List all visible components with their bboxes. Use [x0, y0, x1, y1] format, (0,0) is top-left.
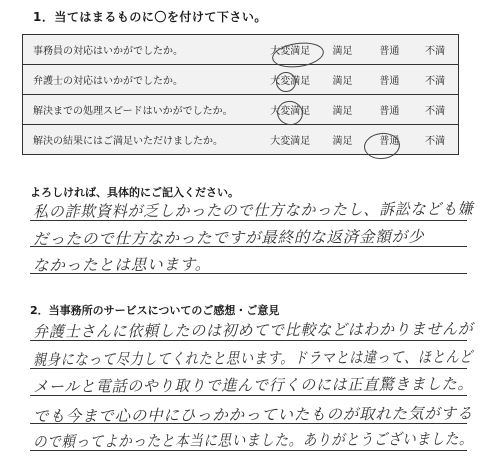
question-label: 解決までの処理スピードはいかがでしたか。 — [33, 106, 233, 117]
handwritten-line: 弁護士さんに依頼したのは初めてで比較などはわかりませんが — [33, 319, 474, 341]
option-very-satisfied[interactable]: 大変満足 — [270, 106, 311, 117]
option-satisfied[interactable]: 満足 — [332, 76, 353, 87]
handwritten-line: メールと電話のやり取りで進んで行くのには正直驚きました。 — [33, 374, 474, 396]
question-label: 弁護士の対応はいかがでしたか。 — [33, 76, 183, 87]
handwritten-line: だったので仕方なかったですが最終的な返済金額が少 — [32, 227, 425, 249]
ruled-line — [30, 340, 467, 341]
handwritten-line: 親身になって尽力してくれたと思います。ドラマとは違って、ほとんど — [33, 347, 474, 369]
option-average[interactable]: 普通 — [379, 106, 400, 117]
option-satisfied[interactable]: 満足 — [332, 136, 353, 147]
handwritten-line: ので頼ってよかったと本当に思いました。ありがとうございました。 — [33, 429, 474, 451]
question-label: 事務員の対応はいかがでしたか。 — [33, 46, 183, 57]
ruled-line — [30, 246, 467, 247]
option-satisfied[interactable]: 満足 — [332, 46, 353, 57]
comments-label: よろしければ、具体的にご記入ください。 — [30, 186, 239, 199]
ruled-line — [30, 423, 467, 424]
option-dissatisfied[interactable]: 不満 — [425, 46, 446, 57]
option-satisfied[interactable]: 満足 — [332, 106, 353, 117]
q2-title: 2．当事務所のサービスについてのご感想・ご意見 — [30, 304, 280, 317]
table-row — [23, 35, 458, 65]
option-dissatisfied[interactable]: 不満 — [425, 106, 446, 117]
handwritten-line: 私の詐欺資料が乏しかったので仕方なかったし、訴訟なども嫌 — [33, 199, 474, 221]
option-very-satisfied[interactable]: 大変満足 — [270, 136, 311, 147]
option-very-satisfied[interactable]: 大変満足 — [270, 76, 311, 87]
option-dissatisfied[interactable]: 不満 — [425, 76, 446, 87]
option-average[interactable]: 普通 — [379, 136, 400, 147]
ruled-line — [30, 450, 467, 451]
handwritten-line: なかったとは思います。 — [32, 255, 212, 275]
option-average[interactable]: 普通 — [379, 76, 400, 87]
question-label: 解決の結果にはご満足いただけましたか。 — [33, 136, 223, 147]
ruled-line — [30, 368, 467, 369]
table-row — [23, 95, 458, 125]
table-row — [23, 65, 458, 95]
ruled-line — [30, 273, 467, 274]
ruled-line — [30, 395, 467, 396]
q1-title: 1．当てはまるものに〇を付けて下さい。 — [33, 10, 267, 24]
option-average[interactable]: 普通 — [379, 46, 400, 57]
table-row — [23, 125, 458, 154]
ruled-line — [30, 220, 467, 221]
handwritten-line: でも今まで心の中にひっかかっていたものが取れた気がする — [32, 404, 474, 426]
option-very-satisfied[interactable]: 大変満足 — [270, 46, 311, 57]
option-dissatisfied[interactable]: 不満 — [425, 136, 446, 147]
satisfaction-table — [22, 34, 459, 155]
